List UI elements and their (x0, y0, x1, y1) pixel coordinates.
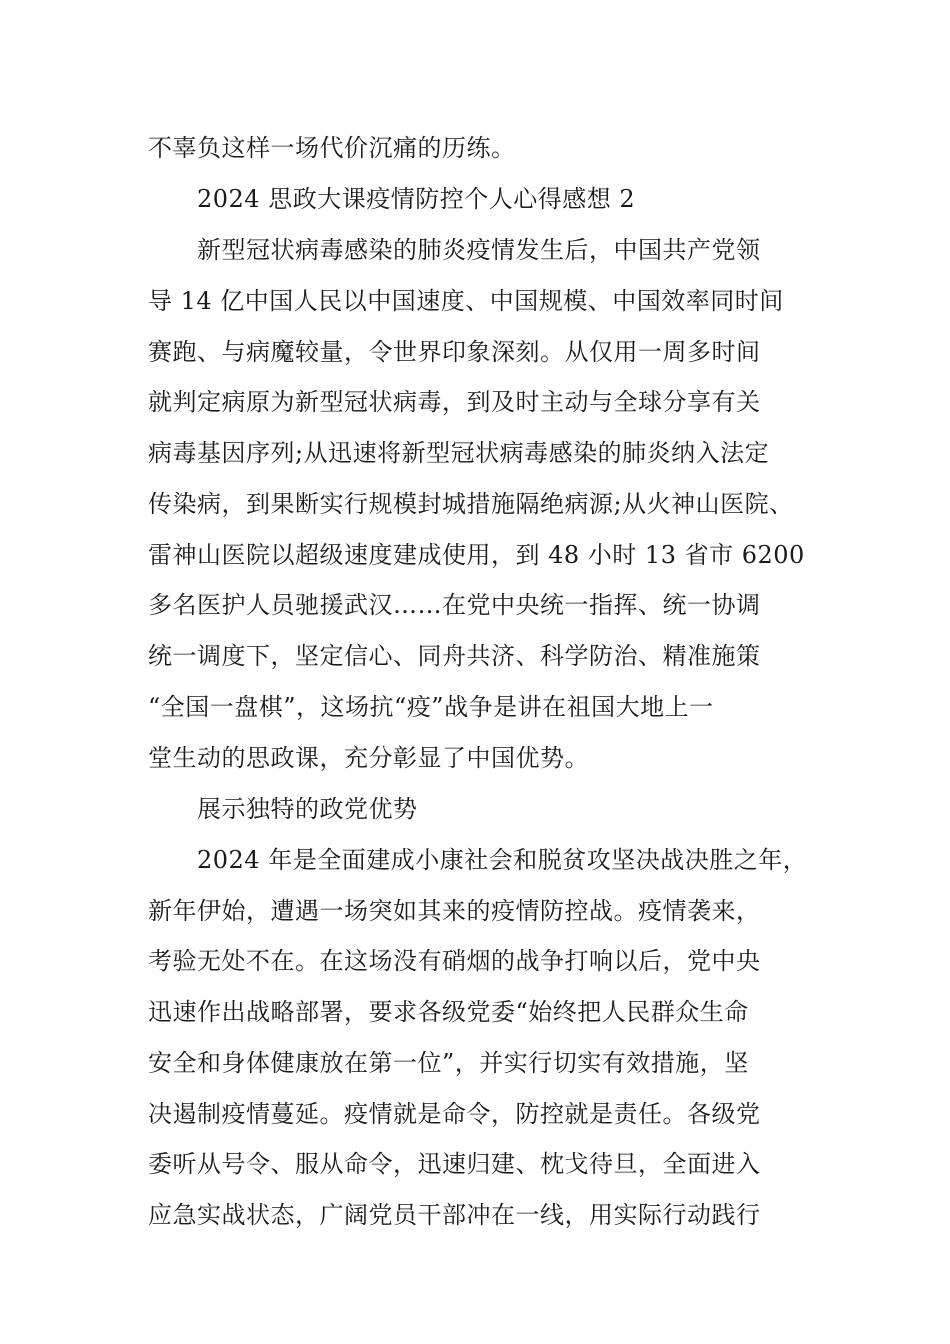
text-line: 雷神山医院以超级速度建成使用，到 48 小时 13 省市 6200 (148, 541, 805, 569)
text-line: “全国一盘棋”，这场抗“疫”战争是讲在祖国大地上一 (148, 693, 714, 721)
text-line: 决遏制疫情蔓延。疫情就是命令，防控就是责任。各级党 (148, 1100, 761, 1128)
text-line: 就判定病原为新型冠状病毒，到及时主动与全球分享有关 (148, 388, 761, 416)
text-line: 应急实战状态，广阔党员干部冲在一线，用实际行动践行 (148, 1201, 761, 1229)
text-line: 多名医护人员驰援武汉……在党中央统一指挥、统一协调 (148, 591, 761, 619)
text-line: 统一调度下，坚定信心、同舟共济、科学防治、精准施策 (148, 642, 761, 670)
text-line: 委听从号令、服从命令，迅速归建、枕戈待旦，全面进入 (148, 1150, 761, 1178)
text-line: 病毒基因序列;从迅速将新型冠状病毒感染的肺炎纳入法定 (148, 439, 770, 467)
text-line: 不辜负这样一场代价沉痛的历练。 (148, 134, 516, 162)
section-heading: 展示独特的政党优势 (197, 795, 418, 823)
text-line: 安全和身体健康放在第一位”，并实行切实有效措施，坚 (148, 1049, 749, 1077)
text-line: 2024 年是全面建成小康社会和脱贫攻坚决战决胜之年， (197, 846, 808, 874)
text-line: 新年伊始，遭遇一场突如其来的疫情防控战。疫情袭来， (148, 897, 761, 925)
text-line: 迅速作出战略部署，要求各级党委“始终把人民群众生命 (148, 998, 749, 1026)
text-line: 堂生动的思政课，充分彰显了中国优势。 (148, 744, 589, 772)
text-line: 传染病，到果断实行规模封城措施隔绝病源;从火神山医院、 (148, 490, 794, 518)
text-line: 新型冠状病毒感染的肺炎疫情发生后，中国共产党领 (197, 236, 761, 264)
text-line: 考验无处不在。在这场没有硝烟的战争打响以后，党中央 (148, 947, 761, 975)
text-line: 导 14 亿中国人民以中国速度、中国规模、中国效率同时间 (148, 287, 784, 315)
section-heading: 2024 思政大课疫情防控个人心得感想 2 (197, 185, 636, 213)
text-line: 赛跑、与病魔较量，令世界印象深刻。从仅用一周多时间 (148, 338, 761, 366)
